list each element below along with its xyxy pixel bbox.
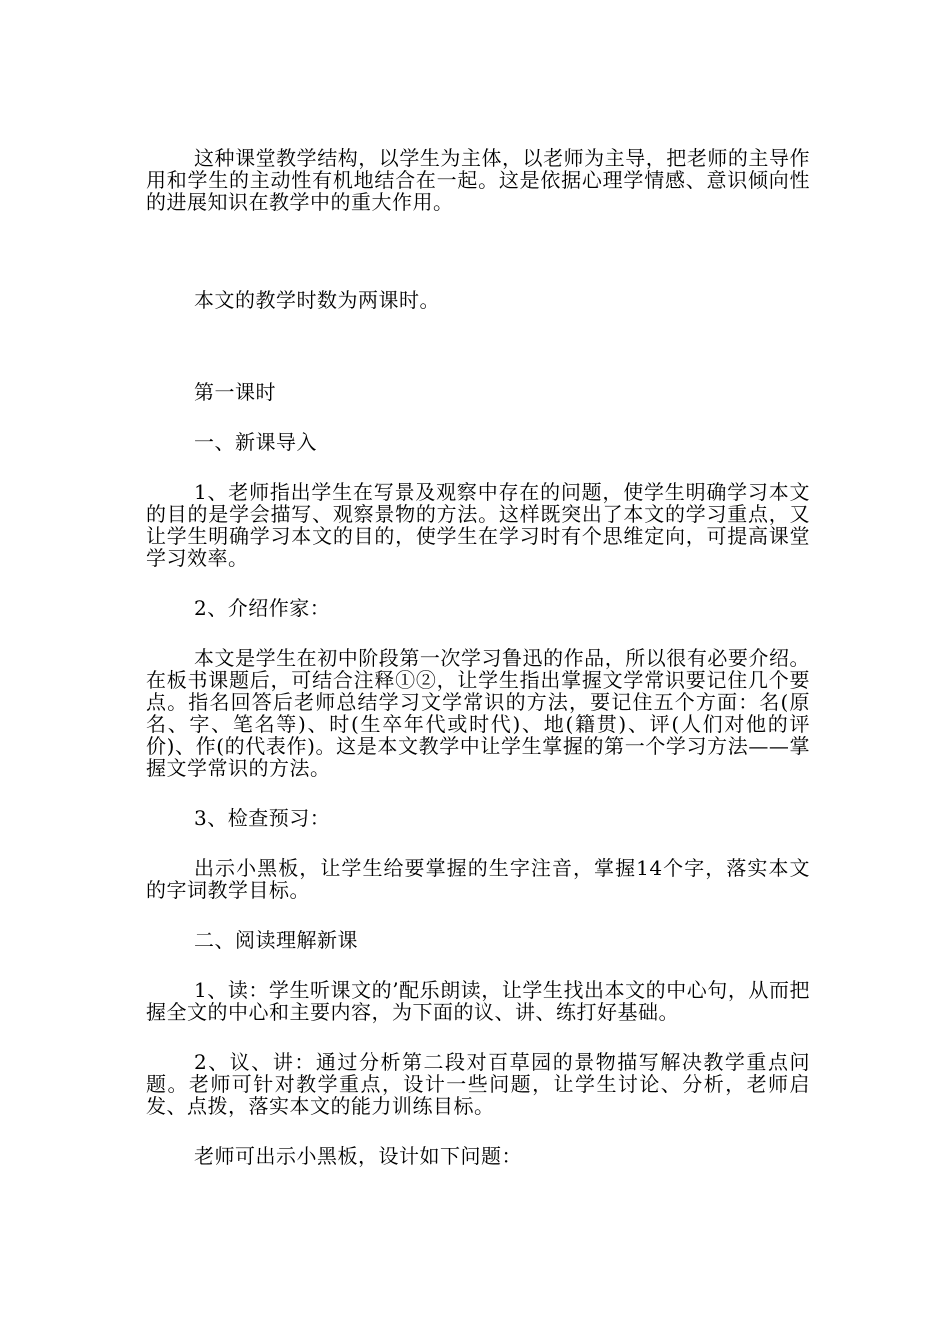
spacer — [146, 403, 810, 431]
document-body — [146, 147, 810, 1167]
paragraph-blackboard-questions: 老师可出示小黑板，设计如下问题： — [194, 1144, 522, 1168]
paragraph-discuss-explain: 2、议、讲：通过分析第二段对百草园的景物描写解决教学重点问题。老师可针对教学重点，设计一些问题，让学生讨论、分析，老师启发、点拨，落实本文的能力训练目标。 — [146, 1050, 810, 1118]
heading-new-lesson-intro: 一、新课导入 — [194, 430, 317, 454]
paragraph-teaching-structure: 这种课堂教学结构，以学生为主体，以老师为主导，把老师的主导作用和学生的主动性有机地结合在一起。这是依据心理学情感、意识倾向性的进展知识在教学中的重大作用。 — [146, 146, 810, 214]
heading-check-preview: 3、检查预习： — [194, 806, 331, 830]
paragraph-author-intro: 本文是学生在初中阶段第一次学习鲁迅的作品，所以很有必要介绍。在板书课题后，可结合注释①②，让学生指出掌握文学常识要记住几个要点。指名回答后老师总结学习文学常识的方法，要记住五个方面：名(原名、字、笔名等)、时(生卒年代或时代)、地(籍贯)、评(人们对他的评价)、作(的代表作)。这是本文教学中让学生掌握的第一个学习方法——掌握文学常识的方法。 — [146, 646, 810, 780]
spacer — [146, 829, 810, 857]
spacer — [146, 901, 810, 929]
heading-introduce-author: 2、介绍作家： — [194, 596, 331, 620]
spacer — [146, 779, 810, 807]
spacer — [146, 1117, 810, 1145]
spacer — [146, 213, 810, 289]
spacer — [146, 1023, 810, 1051]
spacer — [146, 311, 810, 381]
spacer — [146, 951, 810, 979]
spacer — [146, 453, 810, 481]
paragraph-blackboard-chars: 出示小黑板，让学生给要掌握的生字注音，掌握14个字，落实本文 的字词教学目标。 — [146, 856, 810, 902]
paragraph-read: 1、读：学生听课文的’配乐朗读，让学生找出本文的中心句，从而把握全文的中心和主要内容，为下面的议、讲、练打好基础。 — [146, 978, 810, 1024]
spacer — [146, 569, 810, 597]
spacer — [146, 619, 810, 647]
heading-reading-comprehension: 二、阅读理解新课 — [194, 928, 358, 952]
heading-first-lesson: 第一课时 — [194, 380, 276, 404]
paragraph-point-1: 1、老师指出学生在写景及观察中存在的问题，使学生明确学习本文的目的是学会描写、观察景物的方法。这样既突出了本文的学习重点，又让学生明确学习本文的目的，使学生在学习时有个思维定向，可提高课堂学习效率。 — [146, 480, 810, 570]
paragraph-class-hours: 本文的教学时数为两课时。 — [194, 288, 440, 312]
